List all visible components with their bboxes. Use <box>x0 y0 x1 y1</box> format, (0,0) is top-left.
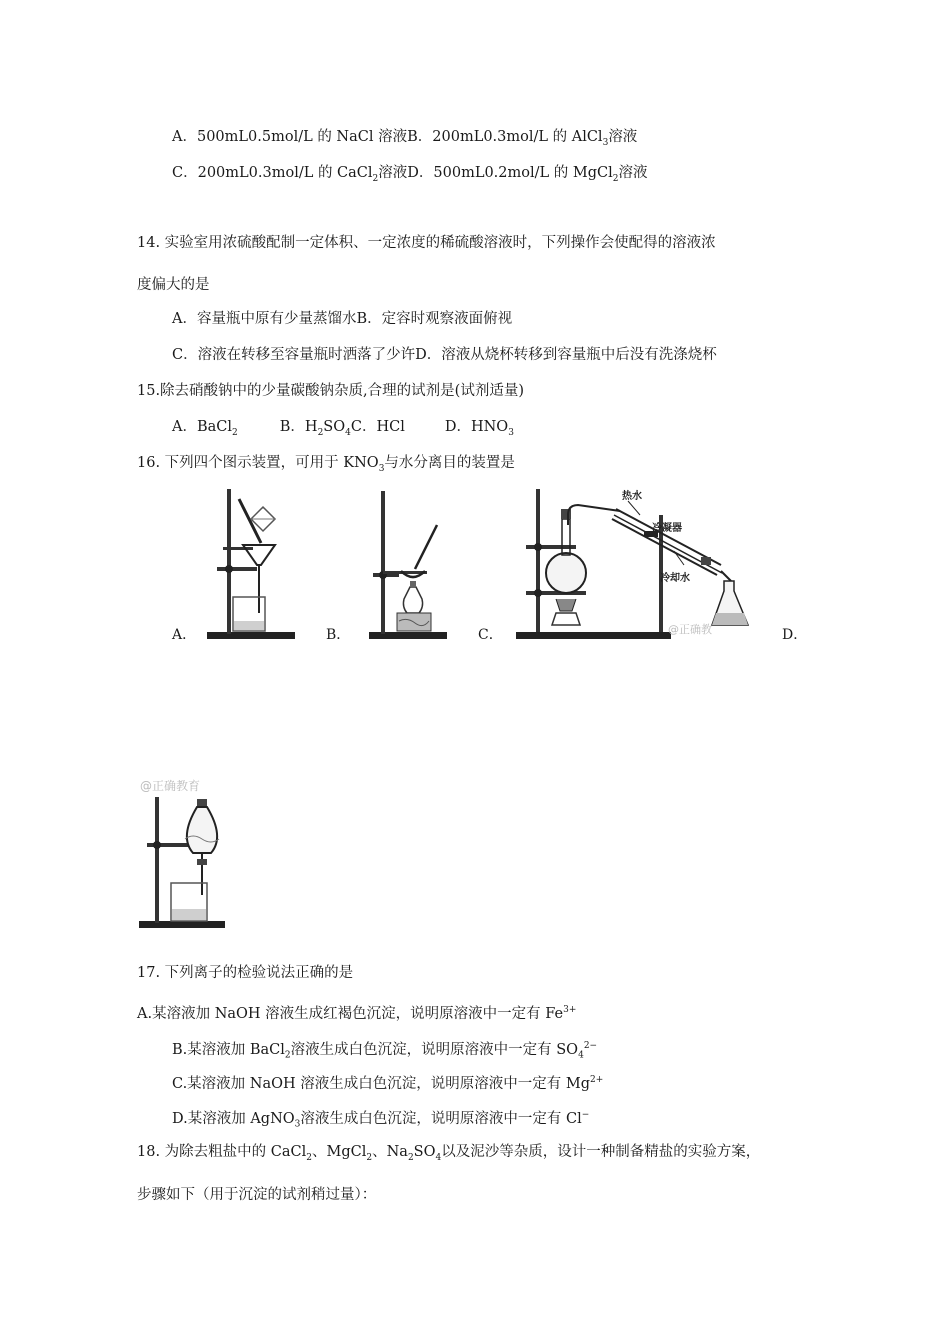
q15-options <box>172 417 514 443</box>
q17-option-c: C.某溶液加 NaOH 溶液生成白色沉淀，说明原溶液中一定有 $Mg^{2+}$ <box>172 1075 604 1092</box>
q15-stem: 15.除去硝酸钠中的少量碳酸钠杂质,合理的试剂是(试剂适量) <box>137 383 524 399</box>
q16-label-c: C． <box>478 627 503 643</box>
cooling-water-label: 冷却水 <box>660 573 690 584</box>
evaporation-apparatus-image <box>367 487 449 642</box>
q16-label-a: A． <box>172 627 197 643</box>
q16-label-b: B． <box>326 627 351 643</box>
q13-option-b: B．200mL0.3mol/L 的 AlCl$_3$溶液 <box>407 129 638 148</box>
filtration-apparatus-image <box>205 485 297 642</box>
q18-stem-line1: 18. 为除去粗盐中的 CaCl$_2$、MgCl$_2$、$Na_2SO_4$以及泥沙等杂质，设计一种制备精盐的实验方案， <box>137 1144 761 1163</box>
q13-options-row1 <box>172 127 637 153</box>
q13-option-d: D．500mL0.2mol/L 的 MgCl$_2$溶液 <box>407 165 648 184</box>
q14-option-b: B．定容时观察液面俯视 <box>356 311 513 327</box>
q17-option-b: B.某溶液加 BaCl$_2$溶液生成白色沉淀，说明原溶液中一定有 $SO_4^{2-}$ <box>172 1041 598 1061</box>
q17-stem: 17. 下列离子的检验说法正确的是 <box>137 965 354 981</box>
condenser-label: 冷凝器 <box>652 523 682 534</box>
q13-option-c: C．200mL0.3mol/L 的 CaCl$_2$溶液 <box>172 165 408 184</box>
watermark-d: @正确教育 <box>140 779 201 793</box>
q14-option-d: D．溶液从烧杯转移到容量瓶中后没有洗涤烧杯 <box>415 347 717 363</box>
hot-water-label: 热水 <box>622 491 642 502</box>
q17-option-a: A.某溶液加 NaOH 溶液生成红褐色沉淀，说明原溶液中一定有 $Fe^{3+}$ <box>137 1005 577 1022</box>
q13-options-row2 <box>172 163 647 189</box>
distillation-apparatus-image <box>516 485 756 642</box>
q15-option-a: A．BaCl$_2$ <box>172 419 238 438</box>
q14-option-a: A．容量瓶中原有少量蒸馏水 <box>172 311 357 327</box>
q14-options-row1 <box>172 309 512 329</box>
q15-option-d: D．$HNO_3$ <box>444 419 514 438</box>
q16-stem: 16. 下列四个图示装置，可用于 $KNO_3$与水分离目的装置是 <box>137 455 515 474</box>
watermark-c: @正确教 <box>668 623 712 636</box>
q14-options-row2 <box>172 345 717 365</box>
separatory-funnel-apparatus-image <box>137 795 227 932</box>
q18-stem-line2: 步骤如下（用于沉淀的试剂稍过量）： <box>137 1187 377 1203</box>
q15-option-c: C．HCl <box>350 419 405 435</box>
q14-option-c: C．溶液在转移至容量瓶时洒落了少许 <box>172 347 416 363</box>
q16-label-d: D． <box>782 627 808 643</box>
q17-option-d: D.某溶液加 AgNO$_3$溶液生成白色沉淀，说明原溶液中一定有 Cl− <box>172 1110 590 1130</box>
q14-stem-line1: 14. 实验室用浓硫酸配制一定体积、一定浓度的稀硫酸溶液时，下列操作会使配得的溶液浓 <box>137 235 716 251</box>
q13-option-a: A．500mL0.5mol/L 的 NaCl 溶液 <box>172 129 408 145</box>
q15-option-b: B．$H_2SO_4$ <box>279 419 351 438</box>
q14-stem-line2: 度偏大的是 <box>137 277 210 293</box>
